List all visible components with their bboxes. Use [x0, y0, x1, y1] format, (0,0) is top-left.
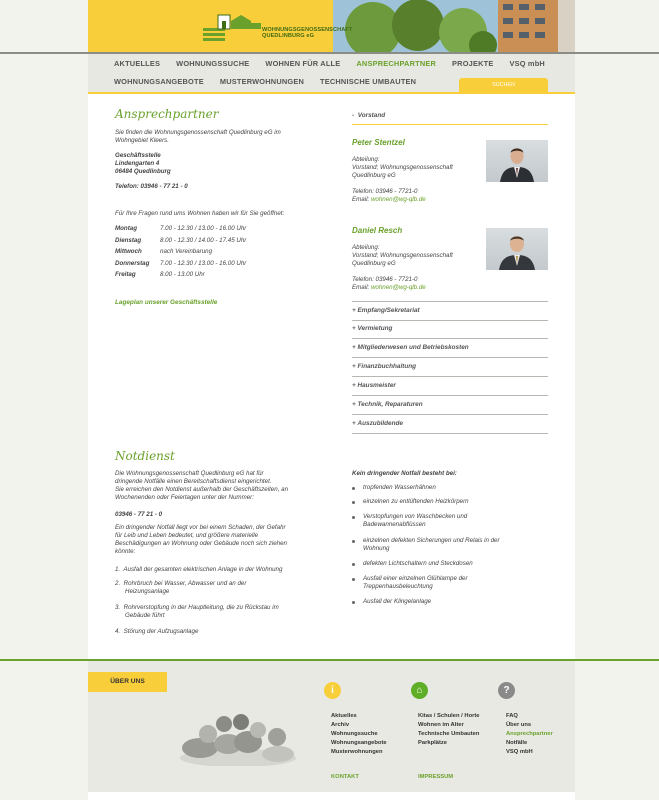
footer-link-active[interactable]: Ansprechpartner [506, 731, 553, 737]
nav-row-1 [114, 59, 545, 68]
notdienst-text-line: Ein dringender Notfall liegt vor bei einem Schaden, der Gefahr [115, 524, 286, 531]
nav-item-projekte[interactable]: PROJEKTE [452, 59, 494, 68]
hours-time: nach Vereinbarung [160, 248, 213, 256]
accordion-empfang[interactable] [352, 307, 420, 314]
person-details [352, 244, 477, 292]
office-phone: Telefon: 03946 - 77 21 - 0 [115, 183, 188, 190]
search-button[interactable]: SUCHEN [459, 78, 548, 92]
footer-link[interactable]: Technische Umbauten [418, 731, 480, 737]
accordion-vermietung[interactable] [352, 325, 392, 332]
logo-text-line2: QUEDLINBURG eG [262, 33, 315, 39]
plus-icon: + [352, 325, 358, 332]
opening-hours [115, 223, 246, 281]
no-emergency-item [352, 513, 467, 529]
footer-link[interactable]: Wohnen im Alter [418, 722, 464, 728]
nav-item-musterwohnungen[interactable]: MUSTERWOHNUNGEN [219, 77, 305, 86]
footer-links-col2 [418, 712, 480, 748]
footer-impressum-link[interactable]: IMPRESSUM [418, 774, 454, 780]
plus-icon: + [352, 307, 358, 314]
accordion-mitgliederwesen[interactable] [352, 344, 469, 351]
accordion-divider [352, 124, 548, 125]
person-phone: Telefon: 03946 - 7721-0 [352, 188, 418, 195]
list-number: 2. [115, 580, 121, 587]
person-email-row [352, 196, 477, 204]
person-name: Daniel Resch [352, 226, 403, 235]
list-text: Störung der Aufzugsanlage [123, 628, 199, 635]
footer-link[interactable]: Kitas / Schulen / Horte [418, 713, 480, 719]
plus-icon: + [352, 363, 358, 370]
map-link[interactable]: Lageplan unserer Geschäftsstelle [115, 299, 218, 306]
office-address [115, 152, 171, 176]
hours-time: 8.00 - 12.30 / 14.00 - 17.45 Uhr [160, 236, 247, 244]
footer-link[interactable]: Archiv [331, 722, 350, 728]
person-photo [486, 228, 548, 270]
emergency-list-item [115, 580, 246, 596]
hours-time: 7.00 - 12.30 / 13.00 - 16.00 Uhr [160, 225, 247, 233]
nav-item-wohnungsangebote[interactable]: WOHNUNGSANGEBOTE [114, 77, 204, 86]
no-emergency-item [352, 575, 468, 591]
minus-icon: - [352, 112, 358, 119]
bullet-icon [352, 501, 355, 504]
list-text-cont: Heizungsanlage [125, 588, 170, 595]
nav-item-technische-umbauten[interactable]: TECHNISCHE UMBAUTEN [320, 77, 417, 86]
bullet-icon [352, 601, 355, 604]
list-text-cont: Gebäude führt [125, 612, 165, 619]
nav-item-aktuelles[interactable]: AKTUELLES [114, 59, 161, 68]
outer-background-right [575, 0, 659, 52]
emergency-list-item [115, 628, 198, 636]
nav-item-ansprechpartner[interactable]: ANSPRECHPARTNER [356, 59, 437, 68]
accordion-label: Hausmeister [357, 382, 396, 389]
accordion-label: Empfang/Sekretariat [357, 307, 420, 314]
office-street: Lindengarten 4 [115, 160, 160, 167]
plus-icon: + [352, 382, 358, 389]
footer-links-col3 [506, 712, 553, 757]
person-phone: Telefon: 03946 - 7721-0 [352, 276, 418, 283]
bullet-icon [352, 563, 355, 566]
person-dept-label: Abteilung: [352, 156, 380, 163]
hours-day: Freitag [115, 271, 136, 279]
accordion-label: Vorstand [357, 112, 386, 119]
plus-icon: + [352, 420, 358, 427]
nav-item-vsq[interactable]: VSQ mbH [509, 59, 545, 68]
notdienst-intro [115, 470, 288, 502]
no-emergency-text: einzelnen defekten Sicherungen und Relais in der [363, 537, 500, 544]
accordion-divider [352, 357, 548, 358]
accordion-auszubildende[interactable] [352, 420, 403, 427]
outer-background-left [0, 0, 88, 52]
no-emergency-item [352, 484, 436, 492]
no-emergency-text: tropfenden Wasserhähnen [363, 484, 436, 491]
person-details [352, 156, 477, 204]
hours-day: Donnerstag [115, 259, 150, 267]
person-dept: Vorstand; Wohnungsgenossenschaft [352, 164, 453, 171]
notdienst-intro-line: Wochenenden oder Feiertagen unter der Nummer: [115, 494, 254, 501]
notdienst-text [115, 524, 287, 556]
footer-link[interactable]: Musterwohnungen [331, 749, 383, 755]
bullet-icon [352, 487, 355, 490]
family-photo [178, 700, 298, 766]
help-icon: ? [498, 682, 515, 699]
person-dept-2: Quedlinburg eG [352, 172, 396, 179]
list-number: 4. [115, 628, 121, 635]
hours-row [115, 269, 246, 281]
list-text: Ausfall der gesamten elektrischen Anlage in der Wohnung [123, 566, 283, 573]
accordion-label: Finanzbuchhaltung [357, 363, 417, 370]
email-label: Email: [352, 284, 370, 291]
person-name: Peter Stentzel [352, 138, 405, 147]
office-name: Geschäftsstelle [115, 152, 161, 159]
no-emergency-text: Ausfall einer einzelnen Glühlampe der [363, 575, 468, 582]
nav-row-2 [114, 77, 416, 86]
accordion-divider [352, 376, 548, 377]
no-emergency-text: Ausfall der Klingelanlage [363, 598, 432, 605]
notdienst-intro-line: Sie erreichen den Notdienst außerhalb der Geschäftszeiten, an [115, 486, 289, 493]
accordion-divider [352, 301, 548, 302]
footer-link[interactable]: FAQ [506, 713, 518, 719]
hours-row [115, 246, 246, 258]
person-email[interactable]: wohnen@wg-qlb.de [370, 284, 426, 291]
person-photo [486, 140, 548, 182]
hours-row [115, 235, 246, 247]
footer-link[interactable]: Parkplätze [418, 740, 447, 746]
accordion-technik[interactable] [352, 401, 423, 408]
notdienst-text-line: für Leib und Leben bedeutet, und größere materielle [115, 532, 259, 539]
notdienst-intro-line: dringende Notfälle einen Bereitschaftsdienst eingerichtet. [115, 478, 272, 485]
home-icon: ⌂ [411, 682, 428, 699]
email-label: Email: [352, 196, 370, 203]
accordion-hausmeister[interactable] [352, 382, 396, 389]
no-emergency-text: einzelnen zu entlüftenden Heizkörpern [363, 498, 469, 505]
footer-link[interactable]: VSQ mbH [506, 749, 533, 755]
notdienst-title: Notdienst [115, 449, 175, 463]
footer-kontakt-link[interactable]: KONTAKT [331, 774, 359, 780]
accordion-label: Auszubildende [357, 420, 403, 427]
accordion-label: Technik, Reparaturen [357, 401, 423, 408]
header-photo [333, 0, 575, 52]
person-dept-label: Abteilung: [352, 244, 380, 251]
accordion-divider [352, 338, 548, 339]
list-text: Rohrverstopfung in der Hauptleitung, die zu Rückstau im [123, 604, 279, 611]
emergency-list-item [115, 566, 282, 574]
no-emergency-item [352, 498, 469, 506]
person-email-row [352, 284, 477, 292]
hours-time: 7.00 - 12.30 / 13.00 - 16.00 Uhr [160, 259, 247, 267]
plus-icon: + [352, 344, 358, 351]
hours-intro: Für Ihre Fragen rund ums Wohnen haben wir für Sie geöffnet: [115, 210, 285, 217]
hours-row [115, 258, 246, 270]
accordion-label: Vermietung [357, 325, 393, 332]
accordion-finanzbuchhaltung[interactable] [352, 363, 416, 370]
person-email[interactable]: wohnen@wg-qlb.de [370, 196, 426, 203]
no-emergency-title: Kein dringender Notfall besteht bei: [352, 470, 457, 477]
hours-day: Montag [115, 225, 137, 233]
info-icon: i [324, 682, 341, 699]
footer-link[interactable]: Über uns [506, 722, 532, 728]
footer-link[interactable]: Wohnungsangebote [331, 740, 387, 746]
nav-item-wohnungssuche[interactable]: WOHNUNGSSUCHE [176, 59, 250, 68]
emergency-list-item [115, 604, 279, 620]
accordion-label: Mitgliederwesen und Betriebskosten [357, 344, 469, 351]
hours-time: 8.00 - 13.00 Uhr [160, 271, 205, 279]
notdienst-text-line: Beschädigungen an Wohnung oder Gebäude noch sich ziehen [115, 540, 288, 547]
bullet-icon [352, 578, 355, 581]
accordion-vorstand[interactable] [352, 112, 385, 119]
accordion-divider [352, 395, 548, 396]
bullet-icon [352, 516, 355, 519]
plus-icon: + [352, 401, 358, 408]
list-number: 3. [115, 604, 121, 611]
no-emergency-text-cont: Wohnung [363, 545, 390, 552]
list-text: Rohrbruch bei Wasser, Abwasser und an der [123, 580, 247, 587]
accordion-divider [352, 414, 548, 415]
footer-link[interactable]: Aktuelles [331, 713, 357, 719]
hours-day: Dienstag [115, 236, 142, 244]
notdienst-intro-line: Die Wohnungsgenossenschaft Quedlinburg eG hat für [115, 470, 264, 477]
person-dept: Vorstand; Wohnungsgenossenschaft [352, 252, 453, 259]
no-emergency-item [352, 560, 473, 568]
no-emergency-text: defekten Lichtschaltern und Steckdosen [363, 560, 473, 567]
no-emergency-text-cont: Badewannenabflüssen [363, 521, 426, 528]
no-emergency-item [352, 537, 500, 553]
footer-link[interactable]: Wohnungssuche [331, 731, 378, 737]
nav-item-wohnen-fuer-alle[interactable]: WOHNEN FÜR ALLE [265, 59, 341, 68]
no-emergency-text-cont: Treppenhausbeleuchtung [363, 583, 433, 590]
hours-row [115, 223, 246, 235]
contact-title: Ansprechpartner [115, 107, 219, 121]
footer-links-col1 [331, 712, 387, 757]
accordion-divider [352, 320, 548, 321]
contact-intro: Sie finden die Wohnungsgenossenschaft Quedlinburg eG im Wohngebiet Kleers. [115, 129, 281, 144]
bullet-icon [352, 540, 355, 543]
logo-text-line1: WOHNUNGSGENOSSENSCHAFT [262, 27, 353, 33]
notdienst-text-line: könnte: [115, 548, 136, 555]
notdienst-phone: 03946 - 77 21 - 0 [115, 511, 163, 518]
logo-text [262, 27, 352, 39]
list-number: 1. [115, 566, 121, 573]
no-emergency-item [352, 598, 431, 606]
footer-link[interactable]: Notfälle [506, 740, 528, 746]
person-dept-2: Quedlinburg eG [352, 260, 396, 267]
accordion-divider [352, 433, 548, 434]
no-emergency-text: Verstopfungen von Waschbecken und [363, 513, 468, 520]
footer-about-tab[interactable]: ÜBER UNS [88, 672, 167, 692]
hours-day: Mittwoch [115, 248, 142, 256]
nav-divider [88, 92, 575, 94]
office-city: 06484 Quedlinburg [115, 168, 171, 175]
